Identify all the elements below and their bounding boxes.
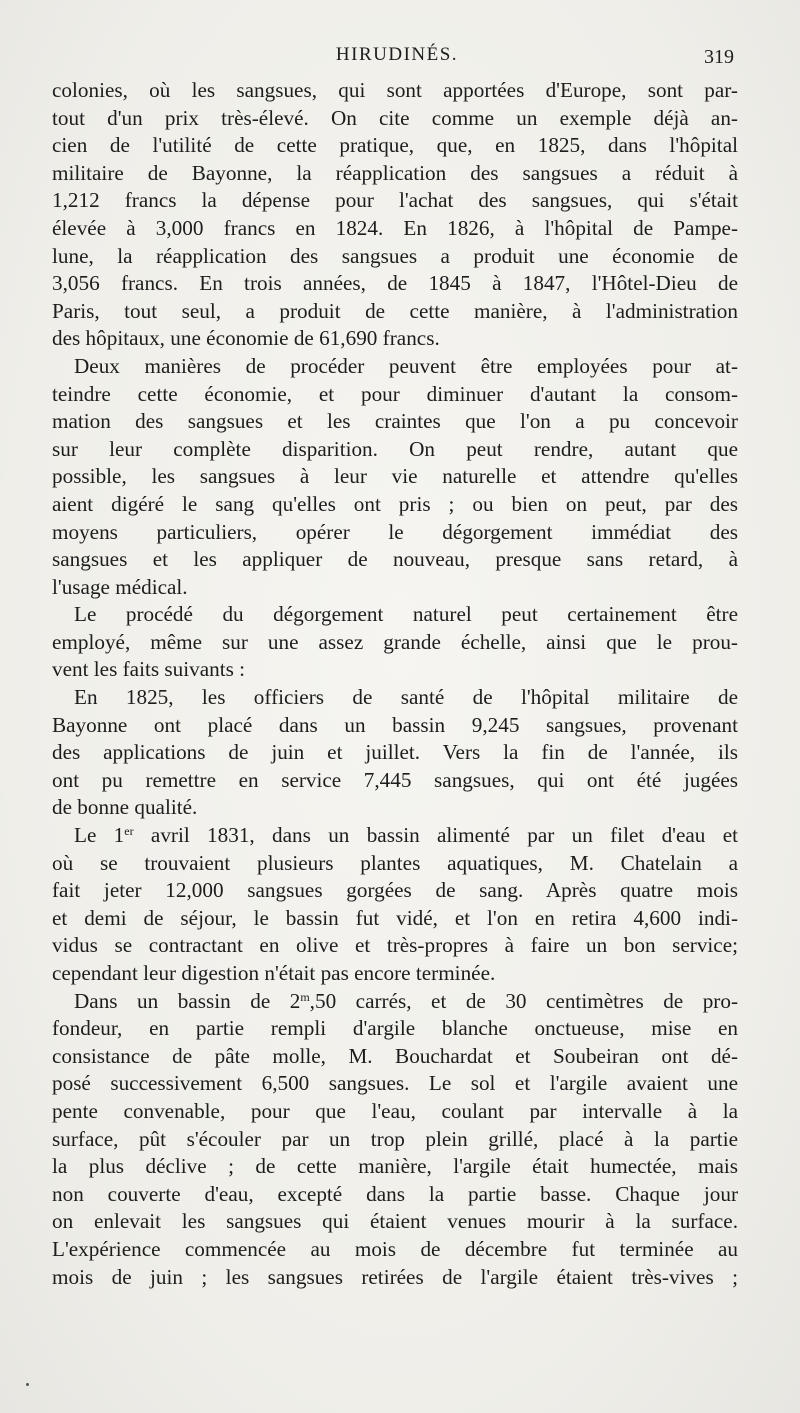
text-line: où se trouvaient plusieurs plantes aquatiques, M. Chatelain a (52, 850, 738, 875)
text-line: En 1825, les officiers de santé de l'hôpital militaire de (74, 685, 738, 710)
body-text (52, 77, 738, 1291)
text-line: posé successivement 6,500 sangsues. Le sol et l'argile avaient une (52, 1071, 738, 1096)
text-line: possible, les sangsues à leur vie naturelle et attendre qu'elles (52, 464, 738, 489)
text-line: Paris, tout seul, a produit de cette manière, à l'administration (52, 298, 738, 323)
text-line: Deux manières de procéder peuvent être employées pour at- (74, 353, 738, 378)
text-line: vent les faits suivants : (52, 657, 246, 682)
text-line: Dans un bassin de 2$^m$,50 carrés, et de 30 centimètres de pro- (74, 988, 738, 1013)
text-line: sur leur complète disparition. On peut rendre, autant que (52, 436, 738, 461)
text-line: colonies, où les sangsues, qui sont apportées d'Europe, sont par- (52, 78, 738, 102)
text-line: lune, la réapplication des sangsues a produit une économie de (52, 243, 738, 268)
text-line: de bonne qualité. (52, 795, 198, 820)
text-line: cependant leur digestion n'était pas encore terminée. (52, 961, 496, 985)
text-line: vidus se contractant en olive et très-propres à faire un bon service; (52, 933, 738, 958)
text-line: surface, pût s'écouler par un trop plein grillé, placé à la partie (52, 1126, 738, 1151)
text-line: pente convenable, pour que l'eau, coulant par intervalle à la (52, 1098, 738, 1123)
text-line: ont pu remettre en service 7,445 sangsues, qui ont été jugées (52, 767, 738, 792)
text-line: fondeur, en partie rempli d'argile blanche onctueuse, mise en (52, 1016, 738, 1041)
text-line: non couverte d'eau, excepté dans la partie basse. Chaque jour (52, 1181, 738, 1206)
running-title: HIRUDINÉS. (335, 44, 459, 65)
page-number: 319 (704, 46, 734, 68)
text-line: employé, même sur une assez grande échelle, ainsi que le prou- (52, 629, 738, 654)
text-line: fait jeter 12,000 sangsues gorgées de sang. Après quatre mois (52, 878, 738, 903)
text-line: Bayonne ont placé dans un bassin 9,245 sangsues, provenant (52, 712, 738, 737)
text-line: Le 1er avril 1831, dans un bassin alimenté par un filet d'eau et (74, 823, 738, 848)
text-line: teindre cette économie, et pour diminuer d'autant la consom- (52, 381, 738, 406)
text-line: tout d'un prix très-élevé. On cite comme un exemple déjà an- (52, 105, 738, 130)
page-header (52, 38, 742, 68)
text-line: l'usage médical. (52, 574, 188, 599)
text-line: élevée à 3,000 francs en 1824. En 1826, à l'hôpital de Pampe- (52, 215, 738, 240)
text-line: L'expérience commencée au mois de décembre fut terminée au (52, 1236, 738, 1261)
text-line: militaire de Bayonne, la réapplication des sangsues a réduit à (52, 160, 738, 185)
text-line: 3,056 francs. En trois années, de 1845 à 1847, l'Hôtel-Dieu de (52, 271, 738, 296)
text-line: aient digéré le sang qu'elles ont pris ; ou bien on peut, par des (52, 491, 738, 516)
text-line: mois de juin ; les sangsues retirées de l'argile étaient très-vives ; (52, 1264, 738, 1289)
text-line: on enlevait les sangsues qui étaient venues mourir à la surface. (52, 1209, 738, 1234)
text-line: Le procédé du dégorgement naturel peut certainement être (74, 602, 738, 627)
text-line: des hôpitaux, une économie de 61,690 francs. (52, 326, 440, 351)
text-line: sangsues et les appliquer de nouveau, presque sans retard, à (52, 547, 738, 572)
text-line: consistance de pâte molle, M. Bouchardat et Soubeiran ont dé- (52, 1043, 738, 1068)
text-line: la plus déclive ; de cette manière, l'argile était humectée, mais (52, 1154, 738, 1179)
text-line: et demi de séjour, le bassin fut vidé, et l'on en retira 4,600 indi- (52, 905, 738, 930)
text-line: moyens particuliers, opérer le dégorgement immédiat des (52, 519, 738, 544)
text-line: cien de l'utilité de cette pratique, que, en 1825, dans l'hôpital (52, 133, 738, 158)
print-speck (26, 1383, 29, 1386)
text-line: mation des sangsues et les craintes que l'on a pu concevoir (52, 409, 738, 434)
text-line: 1,212 francs la dépense pour l'achat des sangsues, qui s'était (52, 188, 738, 213)
text-line: des applications de juin et juillet. Vers la fin de l'année, ils (52, 740, 738, 765)
